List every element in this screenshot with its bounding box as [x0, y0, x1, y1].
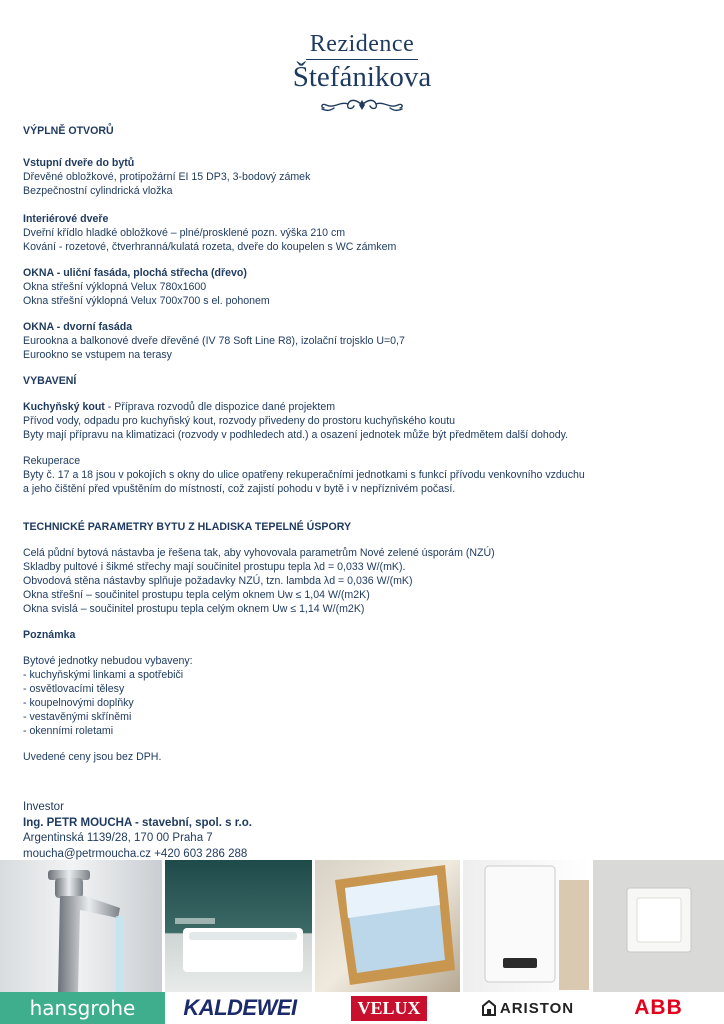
ariston-house-icon [482, 1000, 496, 1016]
brand-kaldewei-label: KALDEWEI [183, 995, 297, 1020]
vstupni-dvere-line2: Bezpečnostní cylindrická vložka [23, 185, 173, 197]
investor-contact: moucha@petrmoucha.cz +420 603 286 288 [23, 847, 248, 860]
brand-velux [315, 992, 463, 1024]
poznamka-item: - osvětlovacími tělesy [23, 683, 125, 695]
roof-window-icon [315, 860, 460, 992]
vstupni-dvere-line1: Dřevěné obložkové, protipožární EI 15 DP3, 3-bodový zámek [23, 171, 311, 183]
brand-logos [0, 992, 724, 1024]
okna-dvorni-title: OKNA - dvorní fasáda [23, 321, 133, 333]
brand-abb [593, 992, 724, 1024]
vstupni-dvere-title: Vstupní dveře do bytů [23, 157, 135, 169]
brand-abb-label: ABB [634, 996, 683, 1019]
kuchynsky-kout-title-rest: - Příprava rozvodů dle dispozice dané projektem [104, 401, 336, 413]
kuchynsky-kout-line2: Byty mají přípravu na klimatizaci (rozvody v podhledech atd.) a osazení jednotek může být předmětem další dohody. [23, 429, 569, 441]
rekuperace-title: Rekuperace [23, 455, 81, 467]
bathtub-icon [165, 860, 312, 992]
interierove-dvere-line2: Kování - rozetové, čtverhranná/kulatá rozeta, dveře do koupelen s WC zámkem [23, 241, 397, 253]
technicke-line5: Okna svislá – součinitel prostupu tepla celým oknem Uw ≤ 1,14 W/(m2K) [23, 603, 365, 615]
okna-ulicni-line1: Okna střešní výklopná Velux 780x1600 [23, 281, 207, 293]
brand-velux-label: VELUX [351, 996, 426, 1021]
section-heading-technicke: TECHNICKÉ PARAMETRY BYTU Z HLADISKA TEPELNÉ ÚSPORY [23, 521, 352, 533]
section-heading-vyplne: VÝPLNĚ OTVORŮ [23, 125, 114, 137]
investor-company: Ing. PETR MOUCHA - stavební, spol. s r.o. [23, 816, 252, 829]
light-switch-icon [593, 860, 724, 992]
interierove-dvere-line1: Dveřní křídlo hladké obložkové – plné/prosklené pozn. výška 210 cm [23, 227, 346, 239]
dph-note: Uvedené ceny jsou bez DPH. [23, 751, 162, 763]
spec-content [23, 124, 703, 764]
okna-ulicni-line2: Okna střešní výklopná Velux 700x700 s el. pohonem [23, 295, 270, 307]
technicke-line4: Okna střešní – součinitel prostupu tepla celým oknem Uw ≤ 1,04 W/(m2K) [23, 589, 370, 601]
brand-kaldewei [165, 992, 315, 1024]
photo-faucet [0, 860, 165, 992]
technicke-line2: Skladby pultové i šikmé střechy mají součinitel prostupu tepla λd = 0,033 W/(mK). [23, 561, 406, 573]
technicke-line3: Obvodová stěna nástavby splňuje požadavky NZÚ, tzn. lambda λd = 0,036 W/(mK) [23, 575, 413, 587]
photo-roof-window [315, 860, 463, 992]
kuchynsky-kout-line1: Přívod vody, odpadu pro kuchyňský kout, rozvody přivedeny do prostoru kuchyňského koutu [23, 415, 456, 427]
investor-address: Argentinská 1139/28, 170 00 Praha 7 [23, 832, 213, 844]
poznamka-item: - vestavěnými skříněmi [23, 711, 132, 723]
investor-label: Investor [23, 801, 64, 813]
kuchynsky-kout-title: Kuchyňský kout [23, 401, 105, 413]
technicke-line1: Celá půdní bytová nástavba je řešena tak, aby vyhovovala parametrům Nové zelené úsporám (NZÚ) [23, 547, 495, 559]
brand-hansgrohe [0, 992, 165, 1024]
poznamka-intro: Bytové jednotky nebudou vybaveny: [23, 655, 193, 667]
poznamka-item: - kuchyňskými linkami a spotřebiči [23, 669, 184, 681]
brand-ariston-label: ARISTON [499, 999, 575, 1017]
ornament-icon [314, 97, 410, 113]
section-heading-poznamka: Poznámka [23, 629, 76, 641]
photo-bathtub [165, 860, 315, 992]
okna-dvorni-line1: Eurookna a balkonové dveře dřevěné (IV 78 Soft Line R8), izolační trojsklo U=0,7 [23, 335, 405, 347]
section-heading-vybaveni: VYBAVENÍ [23, 375, 77, 387]
rekuperace-line1: Byty č. 17 a 18 jsou v pokojích s okny do ulice opatřeny rekuperačními jednotkami s funkcí přívodu venkovního vzduchu [23, 469, 585, 481]
product-photos [0, 860, 724, 992]
logo [0, 30, 724, 113]
okna-dvorni-line2: Eurookno se vstupem na terasy [23, 349, 172, 361]
photo-boiler [463, 860, 593, 992]
interierove-dvere-title: Interiérové dveře [23, 213, 109, 225]
rekuperace-line2: a jeho čištění před vpuštěním do místností, což zajistí pohodu v bytě i v nepříznivém počasí. [23, 483, 456, 495]
logo-title-line2: Štefánikova [292, 61, 432, 93]
poznamka-item: - okenními roletami [23, 725, 114, 737]
investor-block [23, 800, 252, 862]
faucet-icon [0, 860, 162, 992]
photo-switch [593, 860, 724, 992]
boiler-icon [463, 860, 590, 992]
okna-ulicni-title: OKNA - uliční fasáda, plochá střecha (dřevo) [23, 267, 247, 279]
logo-title-line1: Rezidence [306, 30, 418, 60]
poznamka-item: - koupelnovými doplňky [23, 697, 134, 709]
kuchynsky-kout-intro [23, 400, 703, 414]
brand-hansgrohe-label: hansgrohe [29, 996, 136, 1020]
brand-ariston [463, 992, 593, 1024]
